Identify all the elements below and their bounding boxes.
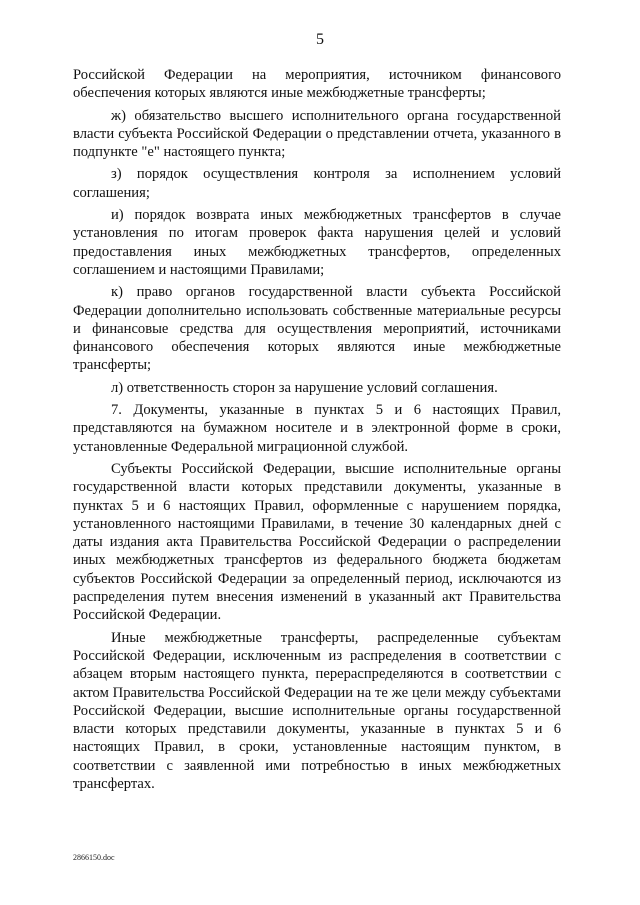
paragraph-item-i: и) порядок возврата иных межбюджетных трансфертов в случае установления по итогам проверок факта нарушения целей и условий предоставления иных межбюджетных трансфертов, определенных соглашением и настоящими Правилами; [73,207,561,278]
paragraph-clause-7-third: Иные межбюджетные трансферты, распределенные субъектам Российской Федерации, исключенным из распределения в соответствии с абзацем вторым настоящего пункта, перераспределяются в соответствии с актом Правительства Российской Федерации на те же цели между субъектами Российской Федерации, высшие исполнительные органы государственной власти которых представили документы, указанные в пунктах 5 и 6 настоящих Правил, в сроки, установленные настоящим пунктом, в соответствии с заявленной ими потребностью в иных межбюджетных трансфертах. [73,629,561,792]
paragraph-item-l: л) ответственность сторон за нарушение условий соглашения. [111,379,498,396]
footer-filename: 2866150.doc [73,853,115,862]
paragraph-clause-7-second: Субъекты Российской Федерации, высшие исполнительные органы государственной власти которых представили документы, указанные в пунктах 5 и 6 настоящих Правил, оформленные с нарушением порядка, установленного настоящими Правилами, в течение 30 календарных дней с даты издания акта Правительства Российской Федерации о распределении иных межбюджетных трансфертов из федерального бюджета бюджетам субъектов Российской Федерации за определенный период, исключаются из распределения путем внесения изменений в указанный акт Правительства Российской Федерации. [73,460,561,624]
paragraph-continuation: Российской Федерации на мероприятия, источником финансового обеспечения которых являются иные межбюджетные трансферты; [73,67,561,102]
paragraph-item-z: з) порядок осуществления контроля за исполнением условий соглашения; [73,166,561,201]
paragraph-clause-7: 7. Документы, указанные в пунктах 5 и 6 настоящих Правил, представляются на бумажном носителе и в электронной форме в сроки, установленные Федеральной миграционной службой. [73,402,561,455]
document-body [73,66,561,797]
page-number: 5 [316,31,324,48]
paragraph-item-k: к) право органов государственной власти субъекта Российской Федерации дополнительно использовать собственные материальные ресурсы и финансовые средства для осуществления мероприятий, источниками финансового обеспечения которых являются иные межбюджетные трансферты; [73,284,561,374]
paragraph-item-zh: ж) обязательство высшего исполнительного органа государственной власти субъекта Российской Федерации о представлении отчета, указанного в подпункте "е" настоящего пункта; [73,107,561,161]
